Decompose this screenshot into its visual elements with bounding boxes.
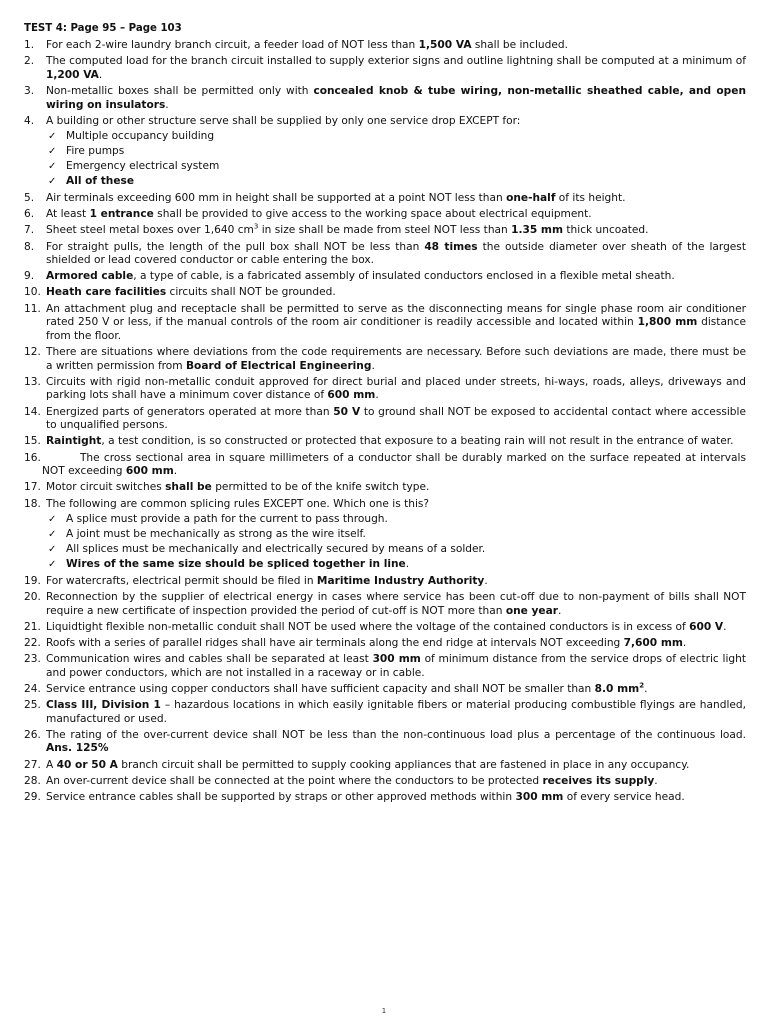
choice-item (46, 512, 746, 527)
item-number: 16. (24, 451, 41, 464)
list-item (24, 85, 746, 112)
bold-answer-text: 300 mm (372, 653, 421, 666)
text-segment: 3 (253, 222, 259, 231)
bold-answer-text: 50 V (333, 405, 361, 418)
text-segment: – hazardous locations in which easily ignitable fibers or material producing combustible flyings are handled, manufactured or used. (46, 699, 746, 725)
text-segment: . (558, 604, 562, 617)
text-segment: Sheet steel metal boxes over 1,640 cm (46, 224, 254, 237)
text-segment: Emergency electrical system (66, 160, 220, 173)
text-segment: Non-metallic boxes shall be permitted only with (46, 84, 314, 97)
checkmark-icon: ✓ (48, 529, 57, 541)
text-segment: The computed load for the branch circuit installed to supply exterior signs and outline lightning shall be computed at a minimum of (46, 55, 746, 68)
list-item (24, 481, 746, 495)
bold-answer-text: 600 mm (327, 389, 376, 402)
list-item (24, 683, 746, 697)
item-number: 3. (24, 84, 35, 97)
text-segment: For each 2-wire laundry branch circuit, a feeder load of NOT less than (46, 39, 419, 51)
text-segment: of minimum distance from the service drops of electric light and power conductors, which are not installed in a raceway or in cable. (46, 653, 746, 679)
bold-answer-text: 2 (639, 681, 645, 690)
document-page (24, 22, 746, 807)
text-segment: . (723, 620, 727, 633)
text-segment: distance from the floor. (46, 316, 746, 342)
list-item (24, 791, 746, 805)
text-segment: branch circuit shall be permitted to supply cooking appliances that are fastened in place in any occupancy. (117, 758, 690, 771)
text-segment: the outside diameter over sheath of the largest shielded or lead covered conductor or cable entering the box. (46, 240, 746, 267)
text-segment: Roofs with a series of parallel ridges shall have air terminals along the end ridge at intervals NOT exceeding (46, 636, 624, 649)
list-item (24, 591, 746, 618)
text-segment: Air terminals exceeding 600 mm in height shall be supported at a point NOT less than (46, 191, 507, 204)
bold-answer-text: Wires of the same size should be spliced together in line (66, 558, 406, 571)
list-item (24, 775, 746, 789)
bold-answer-text: shall be (165, 481, 212, 494)
item-number: 1. (24, 39, 35, 51)
text-segment: , a test condition, is so constructed or protected that exposure to a beating rain will not result in the entrance of water. (101, 435, 734, 448)
choice-item (46, 159, 746, 174)
bold-answer-text: Raintight (46, 435, 102, 448)
text-segment: At least (46, 208, 90, 221)
text-segment: Fire pumps (66, 145, 125, 158)
item-number: 29. (24, 790, 41, 803)
item-number: 4. (24, 114, 35, 127)
text-segment: permitted to be of the knife switch type. (211, 481, 430, 494)
choice-item (46, 174, 746, 189)
text-segment: Motor circuit switches (46, 481, 166, 494)
item-number: 5. (24, 191, 35, 204)
bold-answer-text: one year (505, 604, 558, 617)
item-number: 21. (24, 620, 41, 633)
list-item (24, 208, 746, 222)
list-item (24, 241, 746, 268)
item-number: 23. (24, 653, 41, 666)
bold-answer-text: 1 entrance (89, 208, 154, 221)
choice-item (46, 144, 746, 159)
item-number: 17. (24, 481, 41, 494)
text-segment: A (46, 758, 57, 771)
bold-answer-text: 300 mm (515, 790, 564, 803)
bold-answer-text: Class III, Division 1 (46, 699, 161, 712)
bold-answer-text: 8.0 mm (594, 682, 640, 695)
list-item (24, 55, 746, 82)
list-item (24, 346, 746, 373)
choice-item (46, 542, 746, 557)
checkmark-icon: ✓ (48, 176, 57, 188)
checkmark-icon: ✓ (48, 161, 57, 173)
item-number: 20. (24, 590, 41, 603)
bold-answer-text: All of these (66, 175, 135, 188)
text-segment: The cross sectional area in square millimeters of a conductor shall be durably marked on the surface repeated at intervals NOT exceeding (42, 451, 746, 478)
text-segment: . (371, 359, 375, 372)
bold-answer-text: 1,500 VA (418, 39, 472, 51)
item-number: 15. (24, 435, 41, 448)
list-item (24, 224, 746, 238)
bold-answer-text: 48 times (424, 240, 478, 253)
item-number: 28. (24, 774, 41, 787)
text-segment: of every service head. (563, 790, 685, 803)
bold-answer-text: Heath care facilities (46, 286, 167, 299)
bold-answer-text: one-half (506, 191, 556, 204)
item-number: 7. (24, 224, 35, 237)
text-segment: thick uncoated. (563, 224, 649, 237)
item-number: 25. (24, 699, 41, 712)
text-segment: shall be provided to give access to the working space about electrical equipment. (153, 208, 592, 221)
text-segment: An over-current device shall be connected at the point where the conductors to be protected (46, 774, 543, 787)
text-segment: . (375, 389, 379, 402)
item-number: 14. (24, 405, 41, 418)
checkmark-icon: ✓ (48, 544, 57, 556)
question-list (24, 39, 746, 805)
bold-answer-text: Maritime Industry Authority (316, 574, 485, 587)
text-segment: . (98, 68, 103, 81)
text-segment: , a type of cable, is a fabricated assembly of insulated conductors enclosed in a flexible metal sheath. (133, 270, 675, 283)
list-item (24, 192, 746, 206)
item-number: 18. (24, 497, 41, 510)
item-number: 10. (24, 286, 41, 299)
text-segment: . (173, 465, 178, 478)
bold-answer-text: Armored cable (46, 270, 134, 283)
text-segment: shall be included. (471, 39, 568, 51)
bold-answer-text: 7,600 mm (623, 636, 683, 649)
choice-list (46, 129, 746, 189)
item-number: 22. (24, 636, 41, 649)
bold-answer-text: 40 or 50 A (56, 758, 118, 771)
text-segment: . (654, 774, 658, 787)
text-segment: . (405, 558, 410, 571)
list-item (24, 498, 746, 573)
item-number: 19. (24, 574, 41, 587)
item-number: 2. (24, 55, 35, 68)
item-number: 6. (24, 208, 35, 221)
bold-answer-text: 1.35 mm (511, 224, 564, 237)
text-segment: Circuits with rigid non-metallic conduit approved for direct burial and placed under streets, hi-ways, roads, alleys, driveways and parking lots shall have a minimum cover distance of (46, 375, 746, 402)
text-segment: Energized parts of generators operated at more than (46, 405, 334, 418)
text-segment: A splice must provide a path for the current to pass through. (66, 513, 388, 526)
bold-answer-text: 600 V (689, 620, 724, 633)
list-item (24, 406, 746, 433)
text-segment: Service entrance cables shall be supported by straps or other approved methods within (46, 790, 516, 803)
text-segment: The following are common splicing rules EXCEPT one. Which one is this? (46, 497, 430, 510)
checkmark-icon: ✓ (48, 131, 57, 143)
text-segment: in size shall be made from steel NOT less than (258, 224, 512, 237)
bold-answer-text: 600 mm (125, 465, 174, 478)
text-segment: Reconnection by the supplier of electrical energy in cases where service has been cut-off due to non-payment of bills shall NOT require a new certificate of inspection provided the period of cut-off is NOT more than (46, 590, 746, 617)
text-segment: Multiple occupancy building (66, 130, 215, 143)
page-title: TEST 4: Page 95 – Page 103 (24, 23, 182, 34)
bold-answer-text: Ans. 125% (46, 742, 109, 755)
list-item (24, 637, 746, 651)
checkmark-icon: ✓ (48, 146, 57, 158)
item-number: 12. (24, 346, 41, 359)
text-segment: . (644, 682, 648, 695)
list-item (24, 621, 746, 635)
page-number: 1 (381, 1007, 387, 1015)
checkmark-icon: ✓ (48, 559, 57, 571)
list-item (24, 376, 746, 403)
text-segment: circuits shall NOT be grounded. (166, 286, 336, 299)
item-number: 11. (24, 302, 41, 315)
item-number: 26. (24, 728, 41, 741)
list-item (24, 270, 746, 284)
text-segment: There are situations where deviations from the code requirements are necessary. Before such deviations are made, there must be a written permission from (46, 346, 746, 372)
text-segment: For straight pulls, the length of the pull box shall NOT be less than (46, 240, 425, 253)
text-segment: . (165, 98, 169, 111)
text-segment: The rating of the over-current device shall NOT be less than the non-continuous load plus a percentage of the continuous load. (46, 728, 746, 741)
choice-item (46, 129, 746, 144)
bold-answer-text: Board of Electrical Engineering (185, 359, 372, 372)
text-segment: . (682, 636, 687, 649)
text-segment: Communication wires and cables shall be separated at least (46, 653, 373, 666)
text-segment: All splices must be mechanically and electrically secured by means of a solder. (66, 543, 486, 556)
list-item (24, 435, 746, 449)
list-item (24, 286, 746, 300)
text-segment: For watercrafts, electrical permit should be filed in (46, 574, 317, 587)
choice-item (46, 557, 746, 572)
list-item (24, 303, 746, 344)
text-segment: of its height. (555, 191, 626, 204)
item-number: 24. (24, 682, 41, 695)
item-number: 9. (24, 270, 35, 283)
text-segment: An attachment plug and receptacle shall be permitted to serve as the disconnecting means for single phase room air conditioner rated 250 V or less, if the manual controls of the room air conditioner is readily accessible and located within (46, 302, 746, 329)
text-segment: A building or other structure serve shall be supplied by only one service drop EXCEPT for: (46, 114, 521, 127)
text-segment: Liquidtight flexible non-metallic conduit shall NOT be used where the voltage of the contained conductors is in excess of (46, 620, 690, 633)
list-item (24, 699, 746, 726)
list-item (24, 729, 746, 756)
list-item (24, 759, 746, 773)
item-number: 27. (24, 758, 41, 771)
bold-answer-text: concealed knob & tube wiring, non-metallic sheathed cable, and open wiring on insulators (46, 84, 746, 111)
item-number: 8. (24, 240, 35, 253)
bold-answer-text: 1,800 mm (637, 316, 698, 329)
list-item (24, 452, 746, 479)
list-item (24, 575, 746, 589)
bold-answer-text: 1,200 VA (46, 68, 99, 81)
text-segment: . (484, 574, 488, 587)
list-item (24, 653, 746, 680)
text-segment: Service entrance using copper conductors shall have sufficient capacity and shall NOT be smaller than (46, 682, 595, 695)
text-segment: to ground shall NOT be exposed to accidental contact where accessible to unqualified persons. (46, 405, 746, 432)
choice-item (46, 527, 746, 542)
list-item (24, 115, 746, 190)
list-item (24, 39, 746, 53)
checkmark-icon: ✓ (48, 514, 57, 526)
item-number: 13. (24, 375, 41, 388)
choice-list (46, 512, 746, 572)
text-segment: A joint must be mechanically as strong as the wire itself. (66, 528, 366, 541)
bold-answer-text: receives its supply (542, 774, 655, 787)
